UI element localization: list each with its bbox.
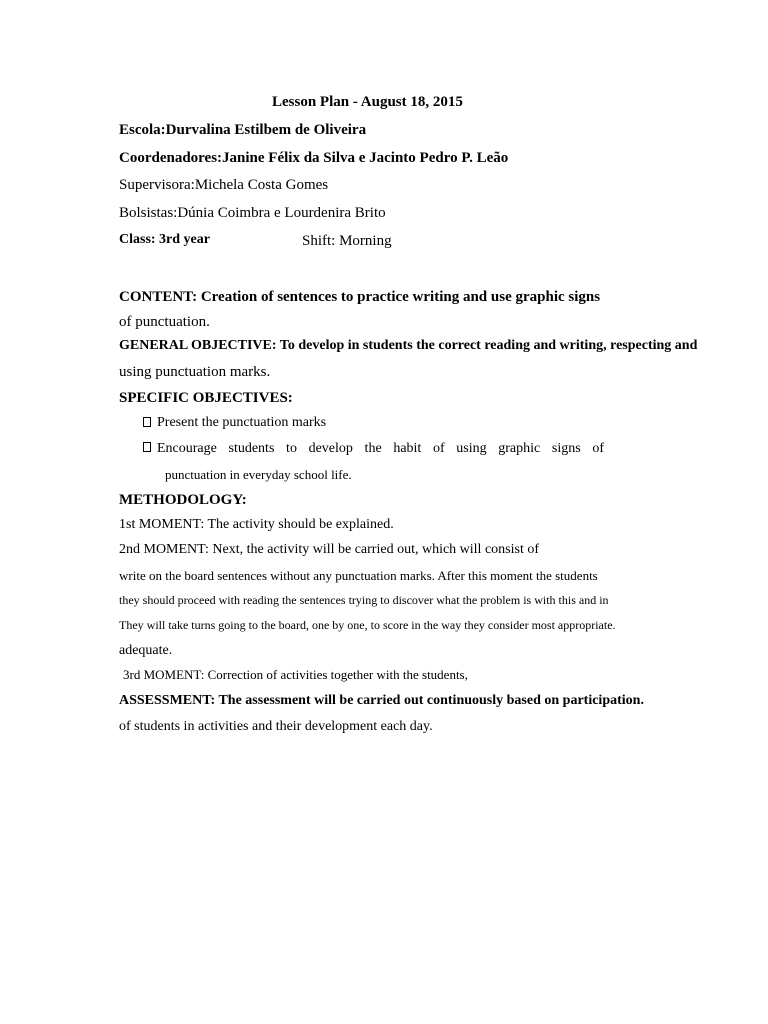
- moment-2-line-3: they should proceed with reading the sentences trying to discover what the problem is with this and in: [119, 593, 609, 607]
- general-objective-line-2: using punctuation marks.: [119, 364, 271, 380]
- specific-objective-item-2-wrap: [143, 442, 604, 456]
- general-objective-label: GENERAL OBJECTIVE:: [119, 338, 277, 353]
- specific-objective-item-1-text: Present the punctuation marks: [157, 415, 327, 430]
- moment-2-line-1: 2nd MOMENT: Next, the activity will be carried out, which will consist of: [119, 542, 539, 557]
- specific-objectives-heading: SPECIFIC OBJECTIVES:: [119, 390, 293, 406]
- general-objective-text: To develop in students the correct reading and writing, respecting and: [279, 338, 698, 353]
- assessment-line-2: of students in activities and their development each day.: [119, 719, 433, 734]
- scholars-line: Bolsistas:Dúnia Coimbra e Lourdenira Brito: [119, 205, 386, 221]
- assessment-line-1: ASSESSMENT: The assessment will be carried out continuously based on participation.: [119, 693, 644, 708]
- specific-objective-item-2-continued: punctuation in everyday school life.: [165, 467, 352, 482]
- general-objective-line-1: [119, 339, 697, 353]
- school-line: Escola:Durvalina Estilbem de Oliveira: [119, 122, 367, 138]
- bullet-box-icon: [143, 417, 151, 427]
- specific-objective-item-2-text: Encourage students to develop the habit of using graphic signs of: [157, 441, 604, 456]
- shift-line: Shift: Morning: [302, 233, 392, 249]
- specific-objective-item-1: [143, 416, 326, 430]
- content-line-2: of punctuation.: [119, 314, 210, 330]
- coordinators-line: Coordenadores:Janine Félix da Silva e Jacinto Pedro P. Leão: [119, 150, 509, 166]
- bullet-box-icon: [143, 442, 151, 452]
- document-title: Lesson Plan - August 18, 2015: [272, 94, 463, 110]
- content-line-1: [119, 290, 600, 305]
- supervisor-line: Supervisora:Michela Costa Gomes: [119, 177, 329, 193]
- moment-2-line-5: adequate.: [119, 643, 173, 658]
- moment-2-line-2: write on the board sentences without any punctuation marks. After this moment the students: [119, 568, 598, 583]
- content-label: CONTENT:: [119, 289, 198, 305]
- class-line: Class: 3rd year: [119, 232, 210, 247]
- moment-1-line: 1st MOMENT: The activity should be explained.: [119, 517, 394, 532]
- content-text: Creation of sentences to practice writing and use graphic signs: [200, 289, 601, 305]
- methodology-heading: METHODOLOGY:: [119, 492, 247, 508]
- moment-3-line: 3rd MOMENT: Correction of activities together with the students,: [123, 667, 468, 682]
- specific-objective-item-2: [143, 442, 604, 456]
- moment-2-line-4: They will take turns going to the board, one by one, to score in the way they consider most appropriate.: [119, 618, 616, 632]
